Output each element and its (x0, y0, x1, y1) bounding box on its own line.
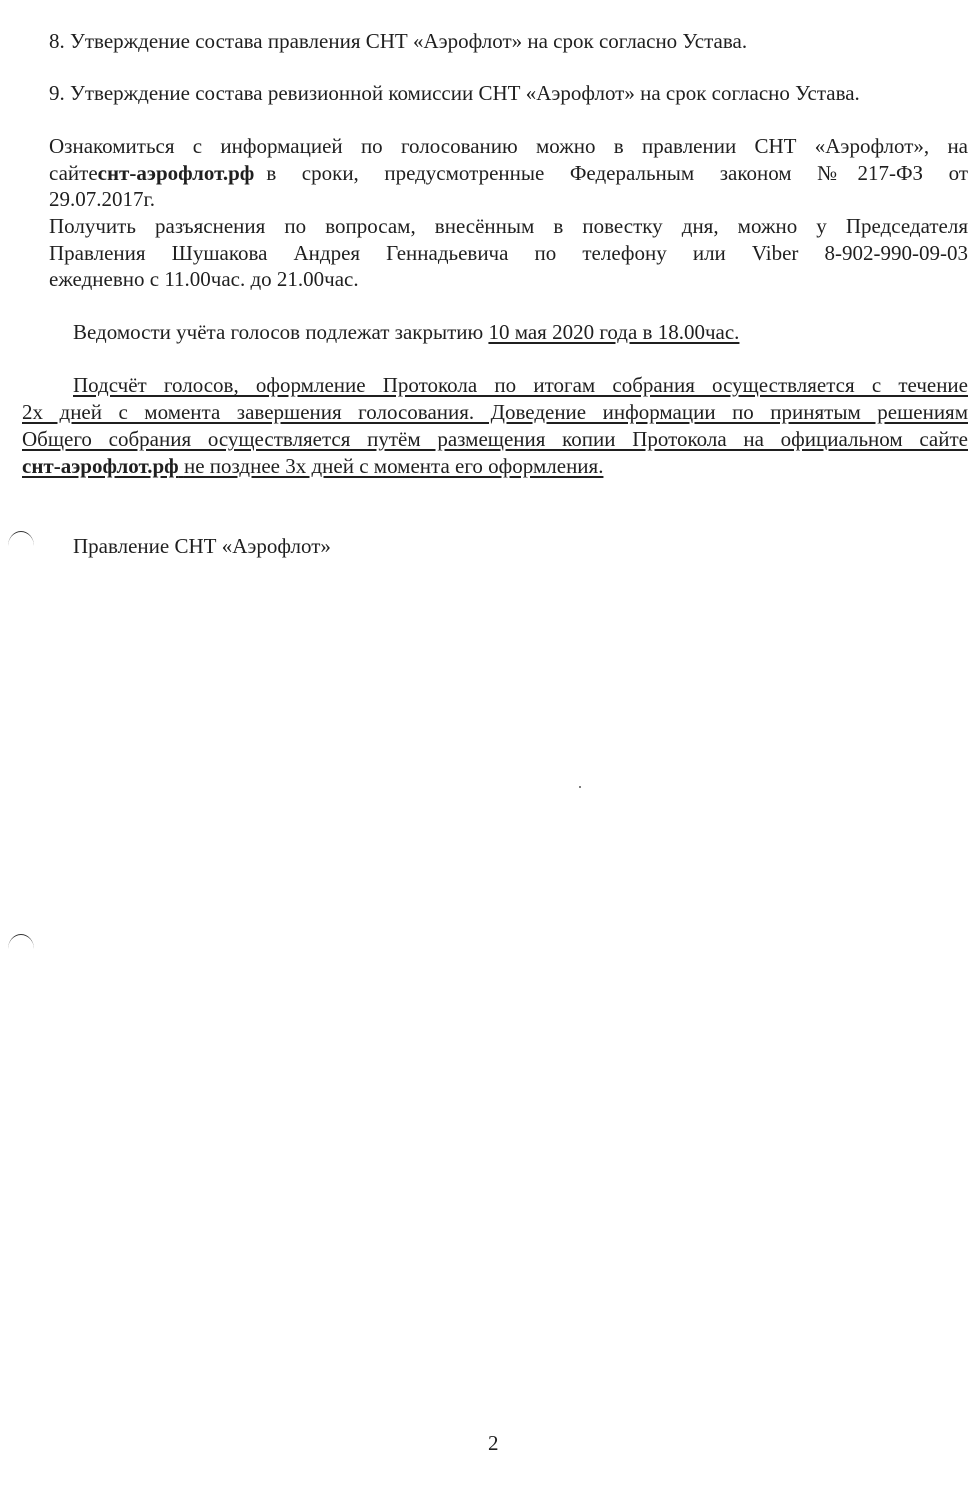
counting-line-2-text: 2х дней с момента завершения голосования. Доведение информации по принятым решениям (22, 400, 968, 424)
signature: Правление СНТ «Аэрофлот» (73, 534, 331, 558)
info-line-4 (49, 213, 968, 239)
info-line-5-text: Правления Шушакова Андрея Геннадьевича по телефону или Viber 8-902-990-09-03 (49, 241, 968, 265)
info-line-4-text: Получить разъяснения по вопросам, внесённым в повестку дня, можно у Председателя (49, 214, 968, 238)
counting-line-1 (73, 372, 968, 398)
scan-dust-dot (579, 786, 581, 788)
deadline-line (73, 319, 739, 345)
info-line-2-suffix: в сроки, предусмотренные Федеральным законом №217-ФЗ от (266, 161, 968, 185)
counting-line-1-text: Подсчёт голосов, оформление Протокола по итогам собрания осуществляется с течение (73, 373, 968, 397)
info-site-link[interactable]: снт-аэрофлот.рф (97, 161, 255, 185)
counting-line-3-text: Общего собрания осуществляется путём размещения копии Протокола на официальном сайте (22, 427, 968, 451)
counting-line-2 (22, 399, 968, 425)
counting-line-4 (22, 453, 603, 479)
info-line-1-text: Ознакомиться с информацией по голосованию можно в правлении СНТ «Аэрофлот», на (49, 134, 968, 158)
deadline-prefix: Ведомости учёта голосов подлежат закрытию (73, 320, 484, 344)
counting-line-3 (22, 426, 968, 452)
agenda-item-9: 9. Утверждение состава ревизионной комиссии СНТ «Аэрофлот» на срок согласно Устава. (49, 81, 860, 105)
counting-line-4-suffix: не позднее 3х дней с момента его оформления. (183, 454, 604, 478)
page-number: 2 (488, 1431, 499, 1455)
info-line-1 (49, 133, 968, 159)
agenda-item-8: 8. Утверждение состава правления СНТ «Аэрофлот» на срок согласно Устава. (49, 29, 748, 53)
counting-site-link[interactable]: снт-аэрофлот.рф (22, 454, 179, 478)
scan-punch-mark (8, 934, 34, 949)
info-line-5 (49, 240, 968, 266)
info-site-prefix: сайте (49, 161, 98, 185)
info-line-6: ежедневно с 11.00час. до 21.00час. (49, 267, 359, 291)
info-line-2 (49, 160, 968, 186)
deadline-date: 10 мая 2020 года в 18.00час. (488, 320, 740, 344)
info-line-3: 29.07.2017г. (49, 187, 155, 211)
scan-punch-mark (8, 531, 34, 546)
